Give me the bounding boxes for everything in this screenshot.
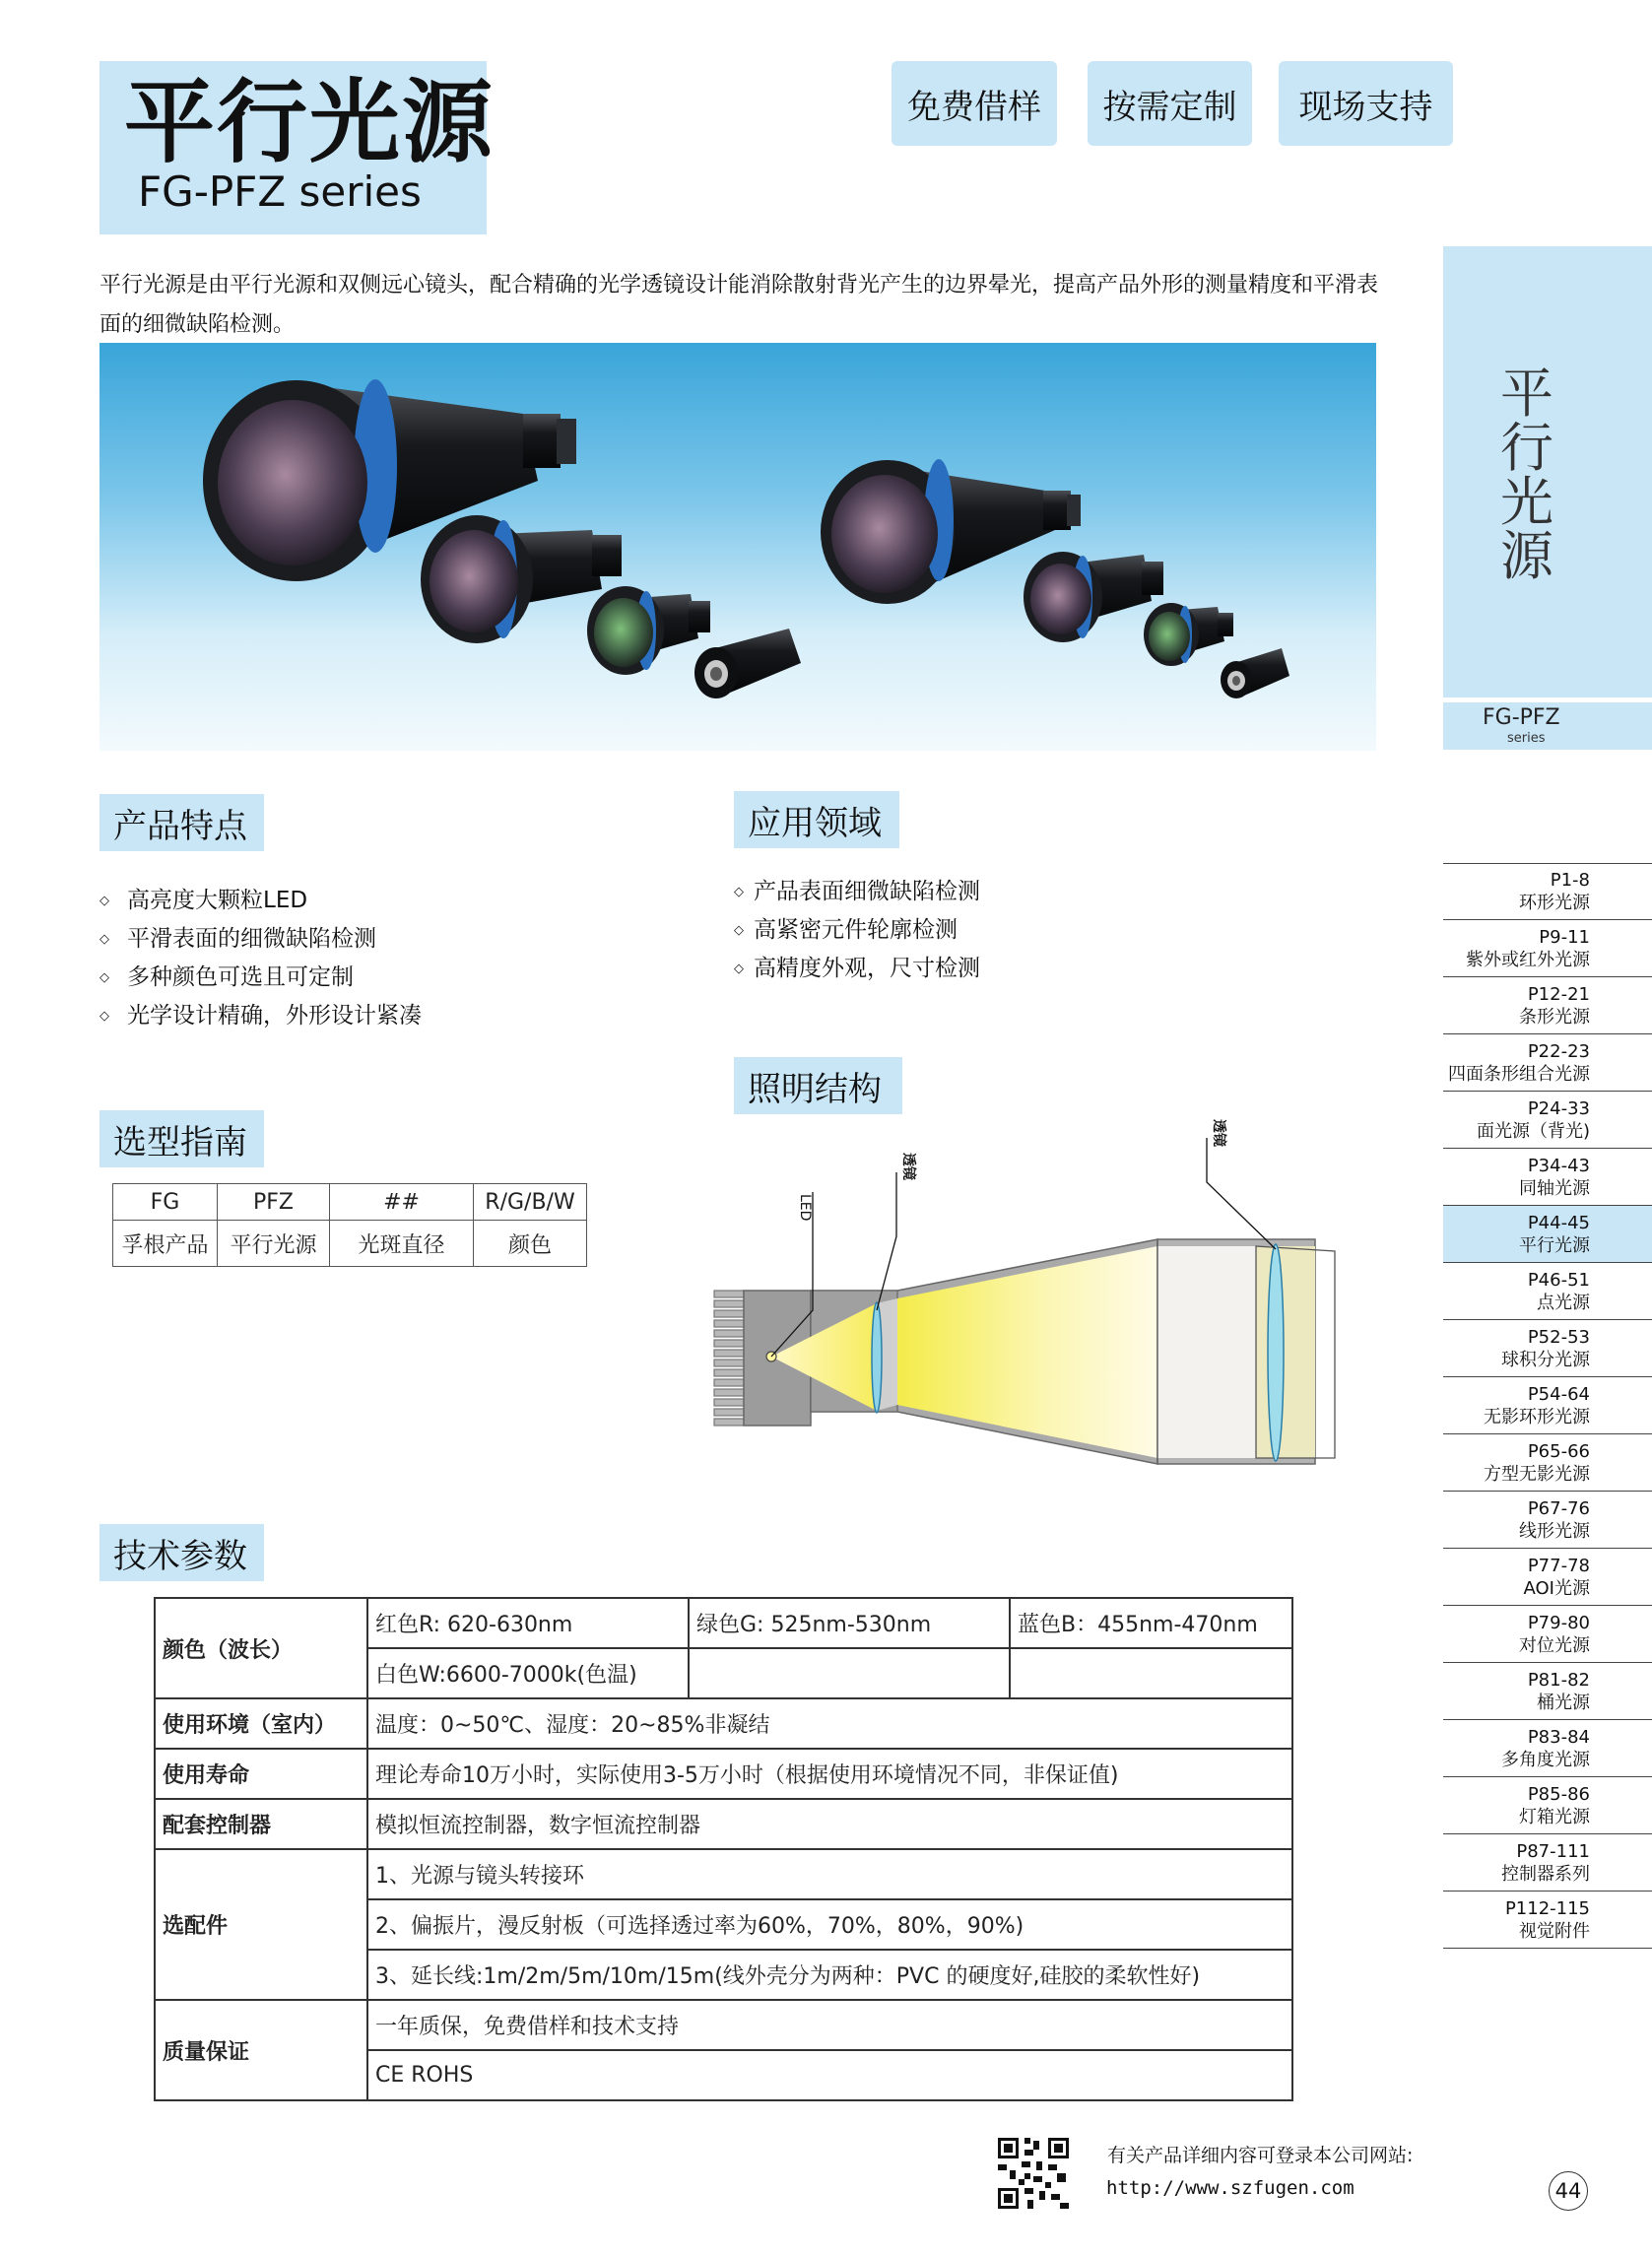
tag-onsite-support: 现场支持 — [1279, 61, 1453, 146]
led-label: LED — [797, 1194, 813, 1222]
table-row: 2、偏振片，漫反射板（可选择透过率为60%，70%，80%，90%) — [155, 1899, 1292, 1950]
specs-heading: 技术参数 — [99, 1524, 264, 1581]
bullet-icon: ◇ — [734, 962, 744, 976]
table-row: 颜色（波长） 红色R: 620-630nm 绿色G: 525nm-530nm 蓝色B：455nm-470nm — [155, 1598, 1292, 1648]
tag-custom: 按需定制 — [1088, 61, 1252, 146]
product-photo — [99, 343, 1376, 751]
list-item: ◇ 高亮度大颗粒LED — [99, 882, 422, 920]
sidebar-series-word: series — [1507, 731, 1546, 746]
sidebar-item[interactable]: P22-23 四面条形组合光源 — [1443, 1034, 1652, 1092]
sidebar-item[interactable]: P87-111 控制器系列 — [1443, 1834, 1652, 1892]
selection-table — [112, 1183, 587, 1267]
table-row: 选配件 1、光源与镜头转接环 — [155, 1849, 1292, 1899]
page-title: 平行光源 — [124, 70, 496, 175]
lens-label-large: 透镜 — [1211, 1119, 1226, 1147]
sidebar-item[interactable]: P81-82 桶光源 — [1443, 1663, 1652, 1720]
website-link[interactable]: http://www.szfugen.com — [1106, 2177, 1355, 2199]
series-subtitle: FG-PFZ series — [138, 167, 422, 216]
list-item: ◇ 多种颜色可选且可定制 — [99, 959, 422, 997]
structure-diagram — [704, 1113, 1355, 1497]
list-item: ◇ 产品表面细微缺陷检测 — [734, 873, 980, 911]
lens-label-small: 透镜 — [900, 1153, 916, 1180]
list-item: ◇ 高紧密元件轮廓检测 — [734, 911, 980, 950]
bullet-icon: ◇ — [99, 1009, 109, 1024]
table-row: FG PFZ ## R/G/B/W — [113, 1184, 587, 1221]
bullet-icon: ◇ — [734, 885, 744, 899]
tag-free-sample: 免费借样 — [892, 61, 1057, 146]
sidebar-item[interactable]: P79-80 对位光源 — [1443, 1606, 1652, 1663]
sidebar-item[interactable]: P112-115 视觉附件 — [1443, 1892, 1652, 1949]
sidebar-item[interactable]: P52-53 球积分光源 — [1443, 1320, 1652, 1377]
sidebar-item-active[interactable]: P44-45 平行光源 — [1443, 1206, 1652, 1263]
features-list — [99, 882, 422, 1035]
sidebar-nav — [1443, 863, 1652, 1949]
list-item: ◇ 光学设计精确，外形设计紧凑 — [99, 997, 422, 1035]
list-item: ◇ 平滑表面的细微缺陷检测 — [99, 920, 422, 959]
sidebar-vertical-title: 平 行 光 源 — [1500, 363, 1553, 587]
features-heading: 产品特点 — [99, 794, 264, 851]
specs-table — [154, 1597, 1293, 2101]
sidebar-item[interactable]: P1-8 环形光源 — [1443, 863, 1652, 920]
bullet-icon: ◇ — [99, 932, 109, 947]
bullet-icon: ◇ — [99, 894, 109, 908]
table-row: 白色W:6600-7000k(色温) — [155, 1648, 1292, 1698]
sidebar-item[interactable]: P77-78 AOI光源 — [1443, 1549, 1652, 1606]
sidebar-item[interactable]: P85-86 灯箱光源 — [1443, 1777, 1652, 1834]
bullet-icon: ◇ — [99, 970, 109, 985]
sidebar-item[interactable]: P67-76 线形光源 — [1443, 1492, 1652, 1549]
sidebar-series-code: FG-PFZ — [1483, 705, 1560, 730]
selection-heading: 选型指南 — [99, 1110, 264, 1167]
applications-heading: 应用领域 — [734, 791, 899, 848]
sidebar-item[interactable]: P12-21 条形光源 — [1443, 977, 1652, 1034]
sidebar-item[interactable]: P9-11 紫外或红外光源 — [1443, 920, 1652, 977]
table-row: 配套控制器 模拟恒流控制器，数字恒流控制器 — [155, 1799, 1292, 1849]
page-number: 44 — [1549, 2171, 1588, 2211]
table-row: 3、延长线:1m/2m/5m/10m/15m(线外壳分为两种：PVC 的硬度好,硅胶的柔软性好) — [155, 1950, 1292, 2000]
footer-note: 有关产品详细内容可登录本公司网站: — [1107, 2145, 1414, 2166]
bullet-icon: ◇ — [734, 923, 744, 938]
sidebar-item[interactable]: P24-33 面光源（背光) — [1443, 1092, 1652, 1149]
list-item: ◇ 高精度外观，尺寸检测 — [734, 950, 980, 988]
sidebar-item[interactable]: P65-66 方型无影光源 — [1443, 1434, 1652, 1492]
table-row: 孚根产品 平行光源 光斑直径 颜色 — [113, 1221, 587, 1267]
sidebar-item[interactable]: P54-64 无影环形光源 — [1443, 1377, 1652, 1434]
intro-text: 平行光源是由平行光源和双侧远心镜头，配合精确的光学透镜设计能消除散射背光产生的边界晕光，提高产品外形的测量精度和平滑表面的细微缺陷检测。 — [99, 273, 1379, 337]
table-row: 质量保证 一年质保，免费借样和技术支持 — [155, 2000, 1292, 2050]
sidebar-item[interactable]: P83-84 多角度光源 — [1443, 1720, 1652, 1777]
sidebar-item[interactable]: P34-43 同轴光源 — [1443, 1149, 1652, 1206]
applications-list — [734, 873, 980, 988]
structure-heading: 照明结构 — [734, 1057, 902, 1114]
table-row: 使用环境（室内） 温度：0~50℃、湿度：20~85%非凝结 — [155, 1698, 1292, 1749]
sidebar-item[interactable]: P46-51 点光源 — [1443, 1263, 1652, 1320]
table-row: 使用寿命 理论寿命10万小时，实际使用3-5万小时（根据使用环境情况不同，非保证值) — [155, 1749, 1292, 1799]
table-row: CE ROHS — [155, 2050, 1292, 2100]
qr-code-icon — [998, 2138, 1069, 2209]
